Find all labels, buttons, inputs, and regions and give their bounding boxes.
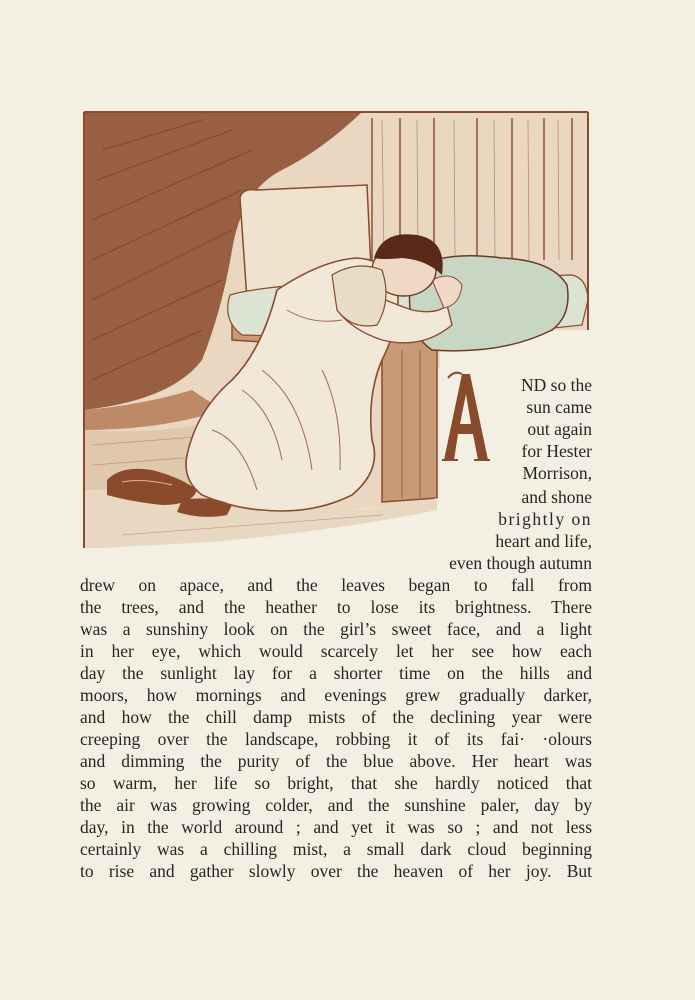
intro-line: Morrison, (522, 463, 592, 483)
intro-line: brightly on (498, 509, 592, 529)
svg-text:A: A (462, 416, 470, 427)
body-text-line: certainly was a chilling mist, a small dark cloud beginning (80, 839, 592, 859)
body-text-line: the air was growing colder, and the sunshine paler, day by (80, 795, 592, 815)
intro-line: and shone (521, 487, 592, 507)
body-text-line: was a sunshiny look on the girl’s sweet face, and a light (80, 619, 592, 639)
body-text-line: in her eye, which would scarcely let her see how each (80, 641, 592, 661)
intro-line: even though autumn (449, 553, 592, 573)
intro-line: out again (527, 419, 592, 439)
body-text-line: the trees, and the heather to lose its brightness. There (80, 597, 592, 617)
body-text-line: drew on apace, and the leaves began to fall from (80, 575, 592, 595)
intro-line: ND so the (521, 375, 592, 395)
intro-line: heart and life, (495, 531, 592, 551)
drop-cap-ornament (440, 368, 492, 464)
body-text-line: day, in the world around ; and yet it was so ; and not less (80, 817, 592, 837)
body-text-line: and how the chill damp mists of the declining year were (80, 707, 592, 727)
intro-line: for Hester (521, 441, 592, 461)
body-text-line: so warm, her life so bright, that she hardly noticed that (80, 773, 592, 793)
body-text-line: and dimming the purity of the blue above. Her heart was (80, 751, 592, 771)
body-text-line: creeping over the landscape, robbing it of its fai· ·olours (80, 729, 592, 749)
body-text-line: day the sunlight lay for a shorter time on the hills and (80, 663, 592, 683)
body-text-line: to rise and gather slowly over the heaven of her joy. But (80, 861, 592, 881)
body-text-line: moors, how mornings and evenings grew gradually darker, (80, 685, 592, 705)
intro-line: sun came (526, 397, 592, 417)
